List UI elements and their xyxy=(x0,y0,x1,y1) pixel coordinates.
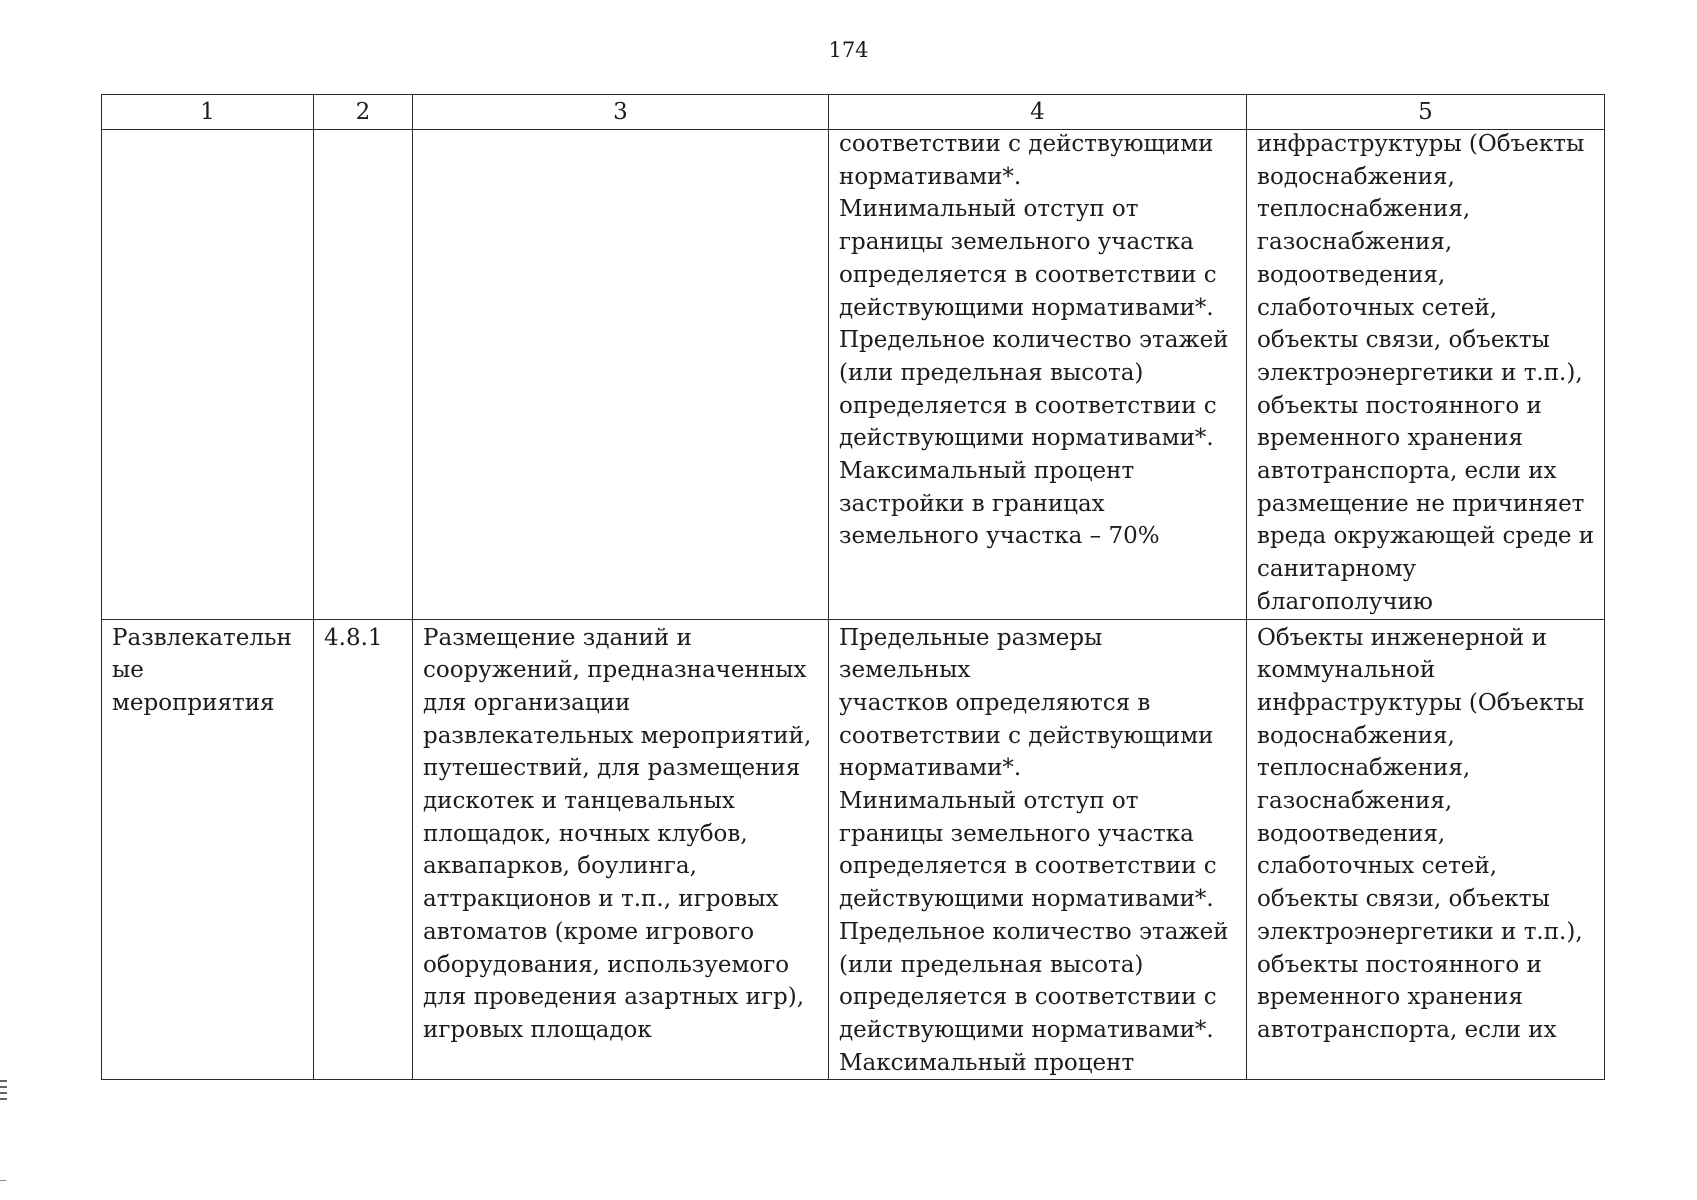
column-header-1: 1 xyxy=(102,95,314,130)
use-description-cell: Размещение зданий и сооружений, предназначенных для организации развлекательных мероприятий, путешествий, для размещения дискотек и танцевальных площадок, ночных клубов, аквапарков, боулинга, аттракционов и т.п., игровых автоматов (кроме игрового оборудования, используемого для проведения азартных игр), игровых площадок xyxy=(413,619,829,1080)
parameters-cell: Предельные размеры земельных участков определяются в соответствии с действующими нормативами*. Минимальный отступ от границы земельного участка определяется в соответствии с действующими нормативами*. Предельное количество этажей (или предельная высота) определяется в соответствии с действующими нормативами*. Максимальный процент xyxy=(829,619,1247,1080)
zoning-table xyxy=(101,94,1605,1080)
column-header-3: 3 xyxy=(413,95,829,130)
use-name-cell: Развлекательн ые мероприятия xyxy=(102,619,314,1080)
column-header-4: 4 xyxy=(829,95,1247,130)
page-number: 174 xyxy=(828,38,869,62)
column-header-5: 5 xyxy=(1247,95,1605,130)
table-row xyxy=(102,130,1605,620)
use-code-cell: 4.8.1 xyxy=(314,619,413,1080)
table-header-row xyxy=(102,95,1605,130)
use-code-cell xyxy=(314,130,413,620)
column-header-2: 2 xyxy=(314,95,413,130)
scan-margin-mark xyxy=(0,1080,7,1102)
parameters-cell: соответствии с действующими нормативами*. Минимальный отступ от границы земельного участка определяется в соответствии с действующими нормативами*. Предельное количество этажей (или предельная высота) определяется в соответствии с действующими нормативами*. Максимальный процент застройки в границах земельного участка – 70% xyxy=(829,130,1247,620)
use-description-cell xyxy=(413,130,829,620)
use-name-cell xyxy=(102,130,314,620)
table-row xyxy=(102,619,1605,1080)
auxiliary-uses-cell: инфраструктуры (Объекты водоснабжения, теплоснабжения, газоснабжения, водоотведения, слаботочных сетей, объекты связи, объекты электроэнергетики и т.п.), объекты постоянного и временного хранения автотранспорта, если их размещение не причиняет вреда окружающей среде и санитарному благополучию xyxy=(1247,130,1605,620)
auxiliary-uses-cell: Объекты инженерной и коммунальной инфраструктуры (Объекты водоснабжения, теплоснабжения, газоснабжения, водоотведения, слаботочных сетей, объекты связи, объекты электроэнергетики и т.п.), объекты постоянного и временного хранения автотранспорта, если их xyxy=(1247,619,1605,1080)
scan-margin-dash xyxy=(0,1180,6,1181)
